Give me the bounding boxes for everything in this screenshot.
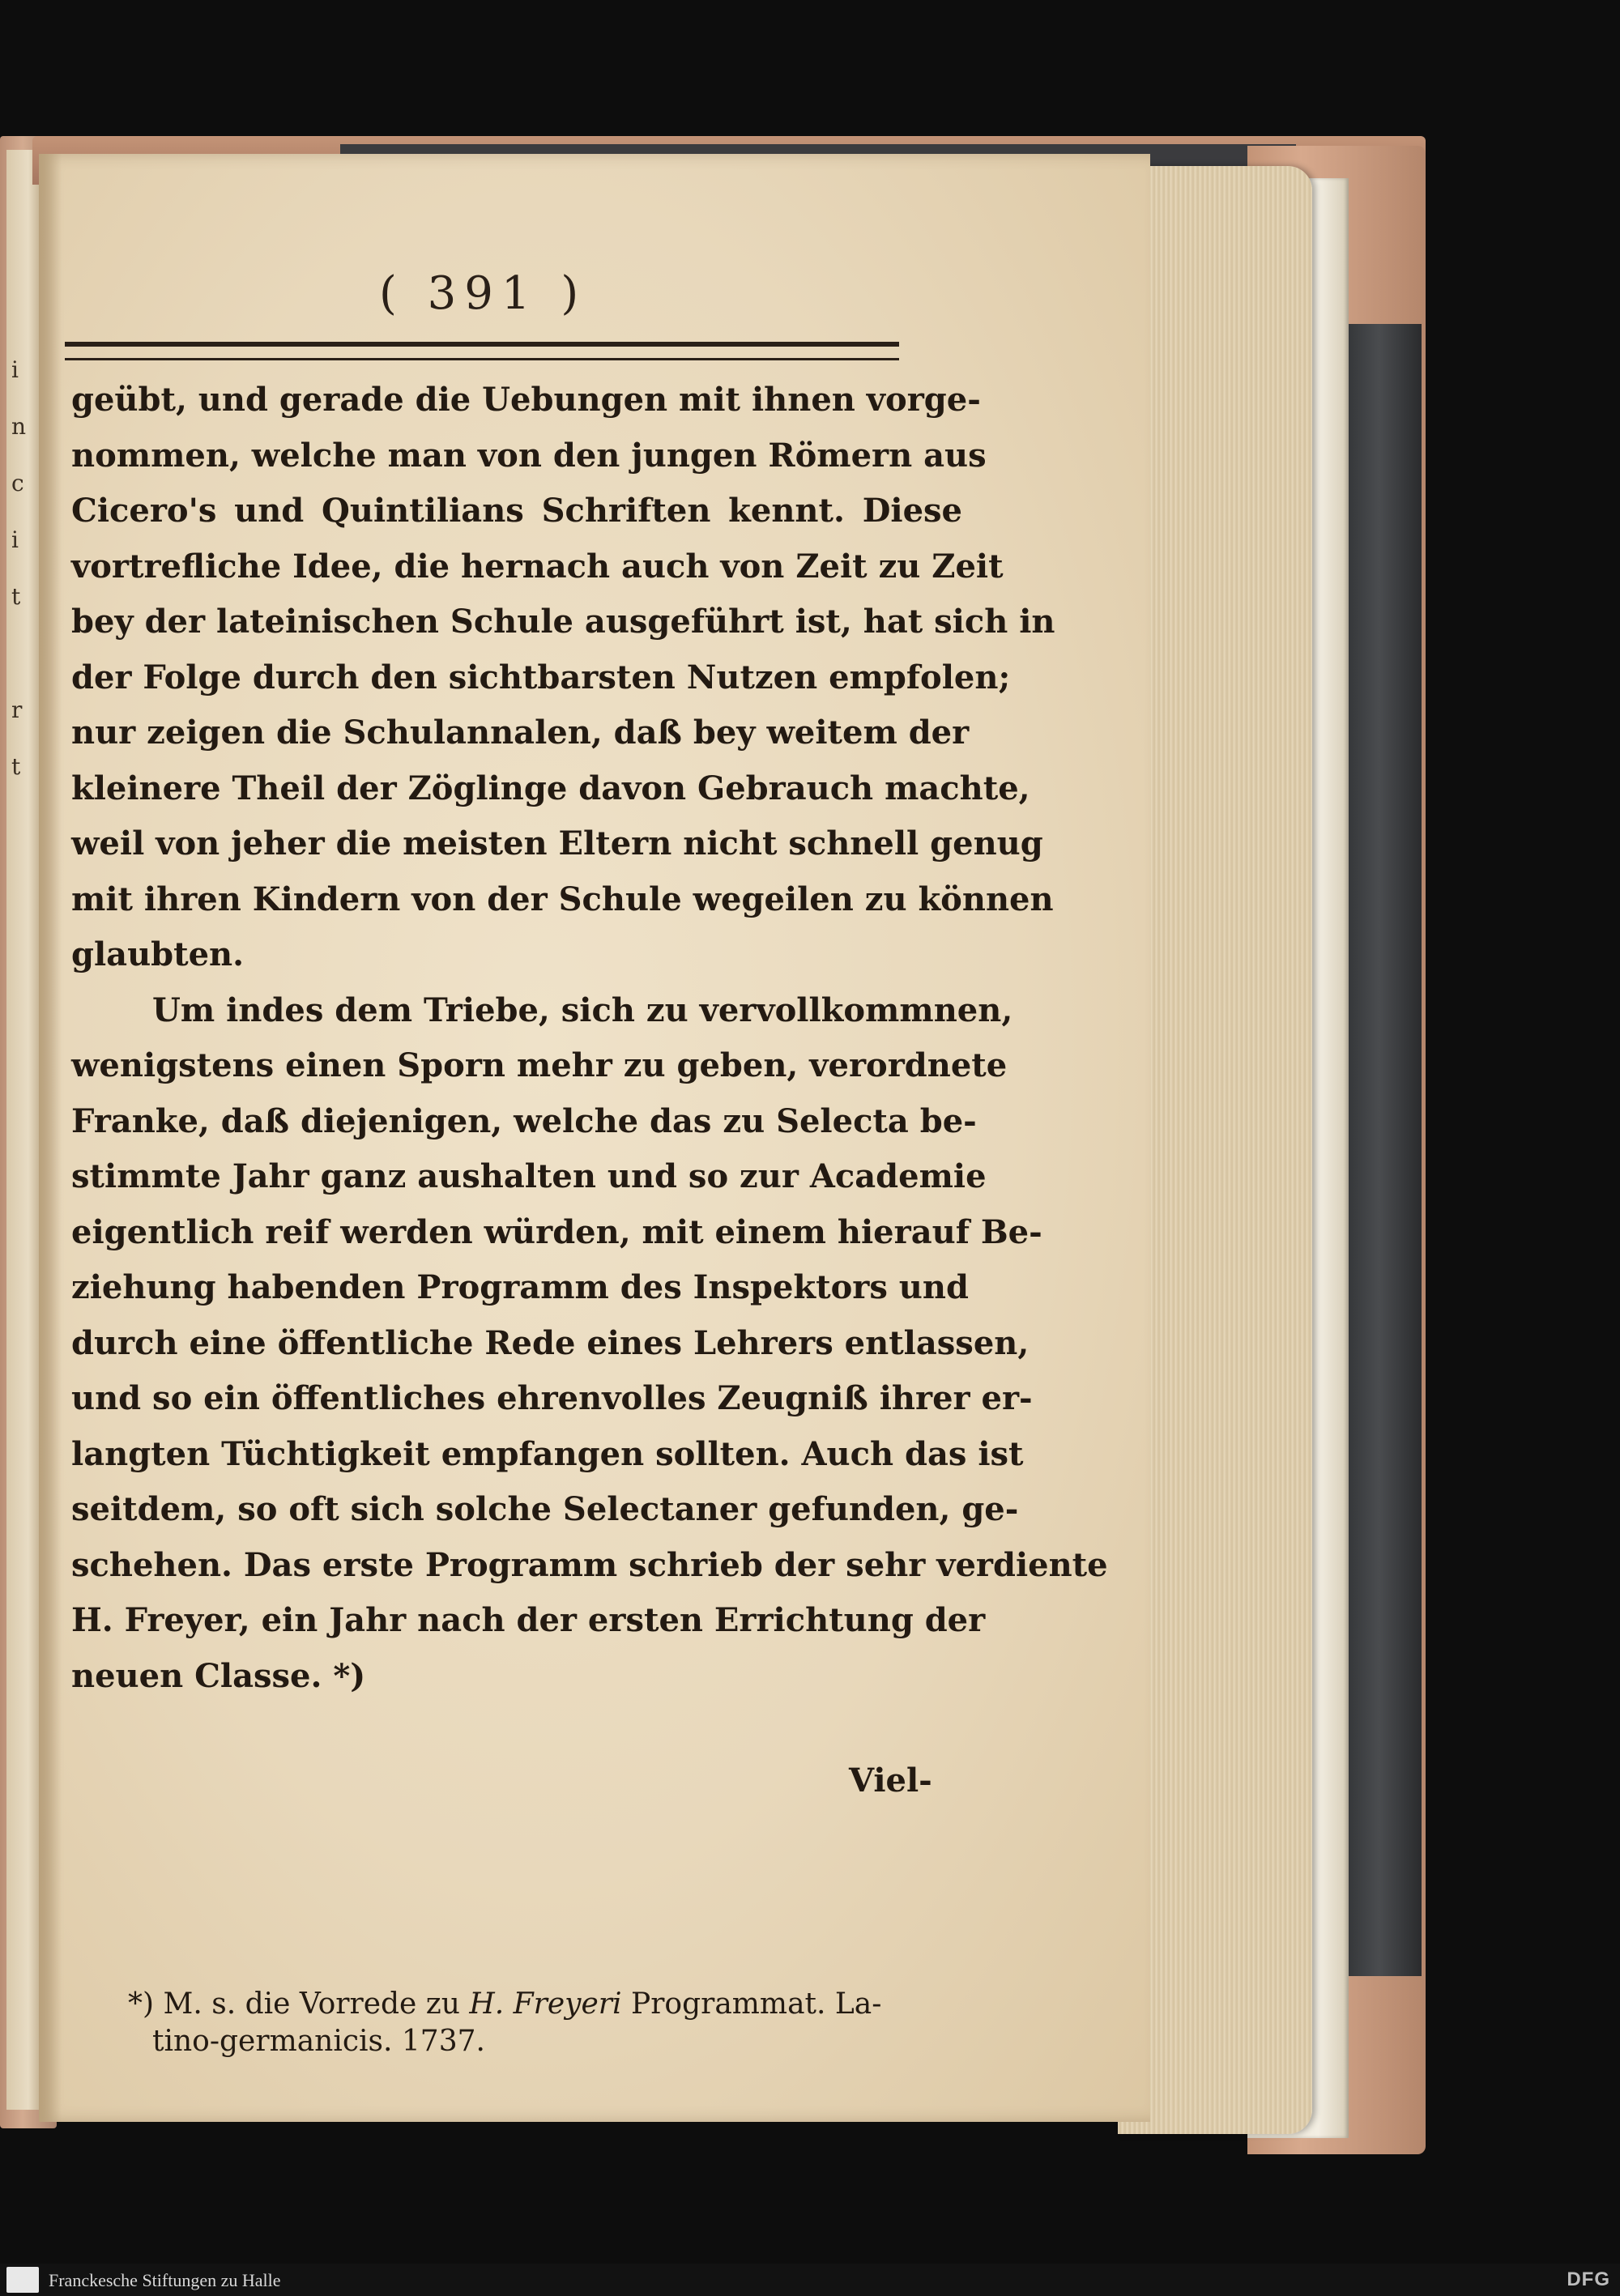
dfg-logo: DFG <box>1567 2268 1610 2290</box>
footnote-italic-name: H. Freyeri <box>469 1987 622 2021</box>
text-line: stimmte Jahr ganz aushalten und so zur Academie <box>71 1157 987 1195</box>
footnote-text: Programmat. La- <box>621 1987 882 2021</box>
text-line: weil von jeher die meisten Eltern nicht schnell genug <box>71 824 1043 863</box>
text-line: Franke, daß diejenigen, welche das zu Selecta be- <box>71 1101 977 1140</box>
left-fragment: t <box>11 583 21 610</box>
left-fragment: r <box>11 696 23 723</box>
left-fragment: n <box>11 413 27 440</box>
text-line: eigentlich reif werden würden, mit einem hierauf Be- <box>71 1212 1042 1251</box>
text-line: neuen Classe. *) <box>71 1656 366 1695</box>
text-line: geübt, und gerade die Uebungen mit ihnen vorge- <box>71 381 981 419</box>
header-rule <box>65 342 899 360</box>
text-line: kleinere Theil der Zöglinge davon Gebrauch machte, <box>71 769 1030 807</box>
book-page <box>39 154 1150 2122</box>
left-page-edge <box>6 150 43 2110</box>
footnote-text: *) M. s. die Vorrede zu <box>128 1987 470 2021</box>
gutter-shadow <box>39 154 62 2122</box>
institution-name: Franckesche Stiftungen zu Halle <box>49 2270 281 2290</box>
page-number: ( 391 ) <box>379 267 587 320</box>
text-line: durch eine öffentliche Rede eines Lehrers entlassen, <box>71 1323 1030 1362</box>
text-line: vortrefliche Idee, die hernach auch von Zeit zu Zeit <box>71 547 1004 586</box>
text-line: ziehung habenden Programm des Inspektors und <box>71 1268 969 1306</box>
right-cover-marbled-board <box>1336 324 1422 1976</box>
left-fragment: t <box>11 753 21 780</box>
left-fragment: i <box>11 526 19 553</box>
text-line: nommen, welche man von den jungen Römern aus <box>71 436 987 475</box>
left-fragment: i <box>11 356 19 383</box>
text-line: der Folge durch den sichtbarsten Nutzen empfolen; <box>71 658 1011 696</box>
text-line: langten Tüchtigkeit empfangen sollten. Auch das ist <box>71 1434 1024 1473</box>
text-line: bey der lateinischen Schule ausgeführt ist, hat sich in <box>71 603 1055 641</box>
footnote-line: tino-germanicis. 1737. <box>152 2025 485 2058</box>
body-text <box>71 373 1108 1704</box>
footnote-line <box>128 1986 970 2023</box>
text-line: und so ein öffentliches ehrenvolles Zeugniß ihrer er- <box>71 1379 1033 1417</box>
text-line: H. Freyer, ein Jahr nach der ersten Errichtung der <box>71 1601 986 1639</box>
left-fragment: c <box>11 470 24 496</box>
text-line: Um indes dem Triebe, sich zu vervollkommnen, <box>152 990 1013 1029</box>
text-line: Cicero's und Quintilians Schriften kennt. Diese <box>71 492 962 530</box>
text-line: seitdem, so oft sich solche Selectaner gefunden, ge- <box>71 1490 1019 1528</box>
text-line: mit ihren Kindern von der Schule wegeilen zu können <box>71 880 1054 918</box>
text-line: nur zeigen die Schulannalen, daß bey weitem der <box>71 714 970 752</box>
text-line: wenigstens einen Sporn mehr zu geben, verordnete <box>71 1046 1008 1084</box>
catchword: Viel- <box>849 1761 932 1800</box>
text-line: schehen. Das erste Programm schrieb der sehr verdiente <box>71 1545 1108 1584</box>
institution-logo-icon <box>6 2267 39 2293</box>
text-line: glaubten. <box>71 935 245 973</box>
footnote <box>128 1986 970 2060</box>
